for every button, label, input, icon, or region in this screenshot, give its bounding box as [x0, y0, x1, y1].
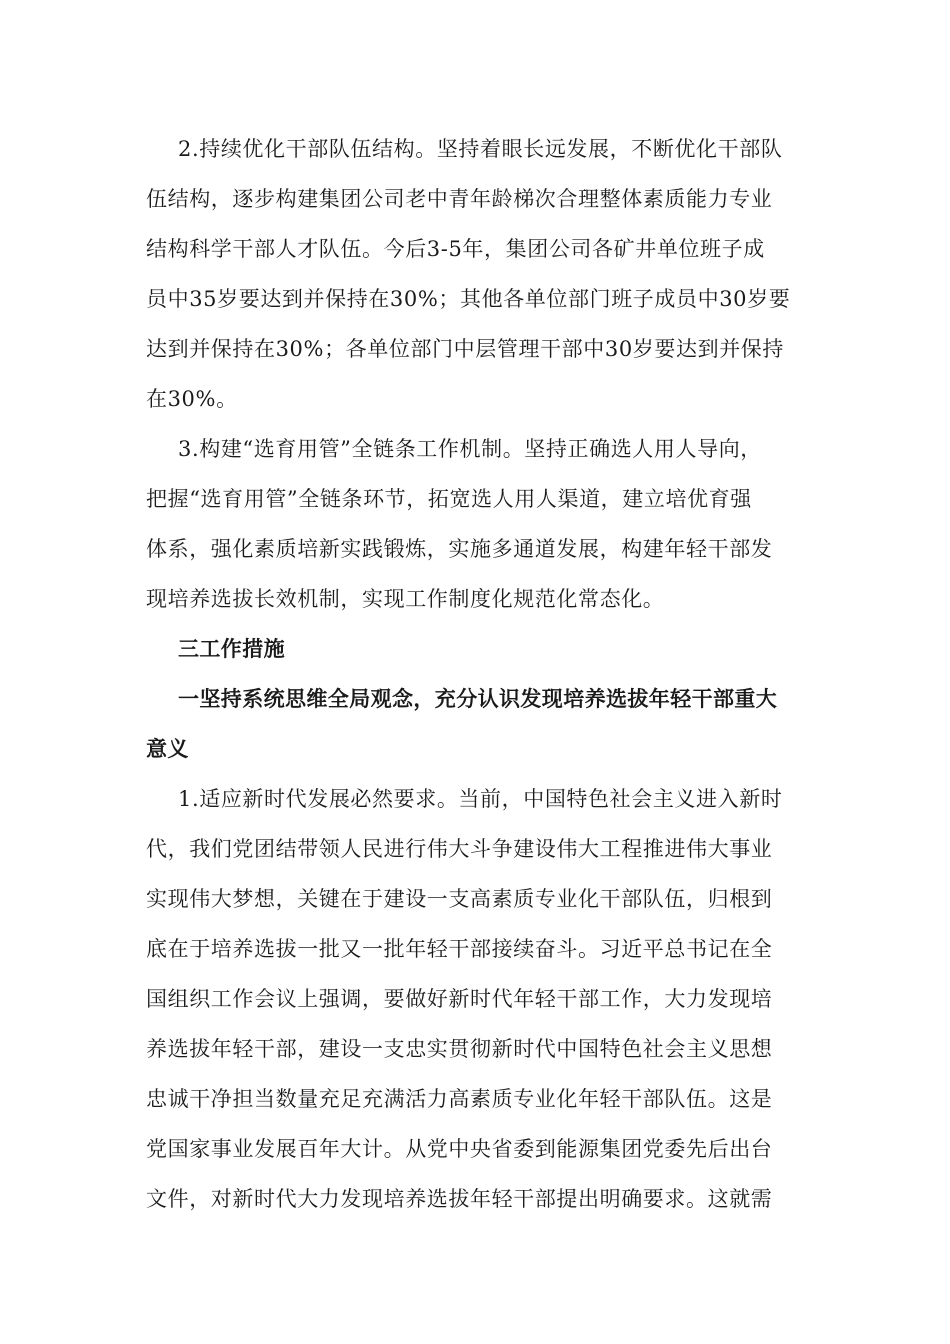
- text-line: 1.适应新时代发展必然要求。当前，中国特色社会主义进入新时: [178, 787, 783, 811]
- text-line: 把握“选育用管”全链条环节，拓宽选人用人渠道，建立培优育强: [146, 487, 752, 511]
- heading-line: 意义: [146, 737, 189, 761]
- text-line: 忠诚干净担当数量充足充满活力高素质专业化年轻干部队伍。这是: [146, 1087, 773, 1111]
- heading-line: 一坚持系统思维全局观念，充分认识发现培养选拔年轻干部重大: [178, 687, 778, 711]
- text-line: 代，我们党团结带领人民进行伟大斗争建设伟大工程推进伟大事业: [146, 837, 773, 861]
- paragraph-work-mechanism: [146, 424, 806, 624]
- text-line: 实现伟大梦想，关键在于建设一支高素质专业化干部队伍，归根到: [146, 887, 773, 911]
- text-line: 达到并保持在30%；各单位部门中层管理干部中30岁要达到并保持: [146, 337, 784, 361]
- text-line: 结构科学干部人才队伍。今后3-5年，集团公司各矿井单位班子成: [146, 237, 765, 261]
- text-line: 文件，对新时代大力发现培养选拔年轻干部提出明确要求。这就需: [146, 1187, 773, 1211]
- document-body: [146, 124, 806, 1224]
- text-line: 国组织工作会议上强调，要做好新时代年轻干部工作，大力发现培: [146, 987, 773, 1011]
- text-line: 2.持续优化干部队伍结构。坚持着眼长远发展，不断优化干部队: [178, 137, 783, 161]
- text-line: 在30%。: [146, 387, 238, 411]
- text-line: 底在于培养选拔一批又一批年轻干部接续奋斗。习近平总书记在全: [146, 937, 773, 961]
- text-line: 3.构建“选育用管”全链条工作机制。坚持正确选人用人导向，: [178, 437, 762, 461]
- text-line: 现培养选拔长效机制，实现工作制度化规范化常态化。: [146, 587, 665, 611]
- section-heading-work-measures: [146, 624, 806, 674]
- heading-line: 三工作措施: [178, 637, 285, 661]
- text-line: 党国家事业发展百年大计。从党中央省委到能源集团党委先后出台: [146, 1137, 773, 1161]
- text-line: 体系，强化素质培新实践锻炼，实施多通道发展，构建年轻干部发: [146, 537, 773, 561]
- text-line: 养选拔年轻干部，建设一支忠实贯彻新时代中国特色社会主义思想: [146, 1037, 773, 1061]
- subsection-heading-systematic-thinking: [146, 674, 806, 774]
- paragraph-optimize-structure: [146, 124, 806, 424]
- text-line: 员中35岁要达到并保持在30%；其他各单位部门班子成员中30岁要: [146, 287, 791, 311]
- text-line: 伍结构，逐步构建集团公司老中青年龄梯次合理整体素质能力专业: [146, 187, 773, 211]
- paragraph-new-era-requirement: [146, 774, 806, 1224]
